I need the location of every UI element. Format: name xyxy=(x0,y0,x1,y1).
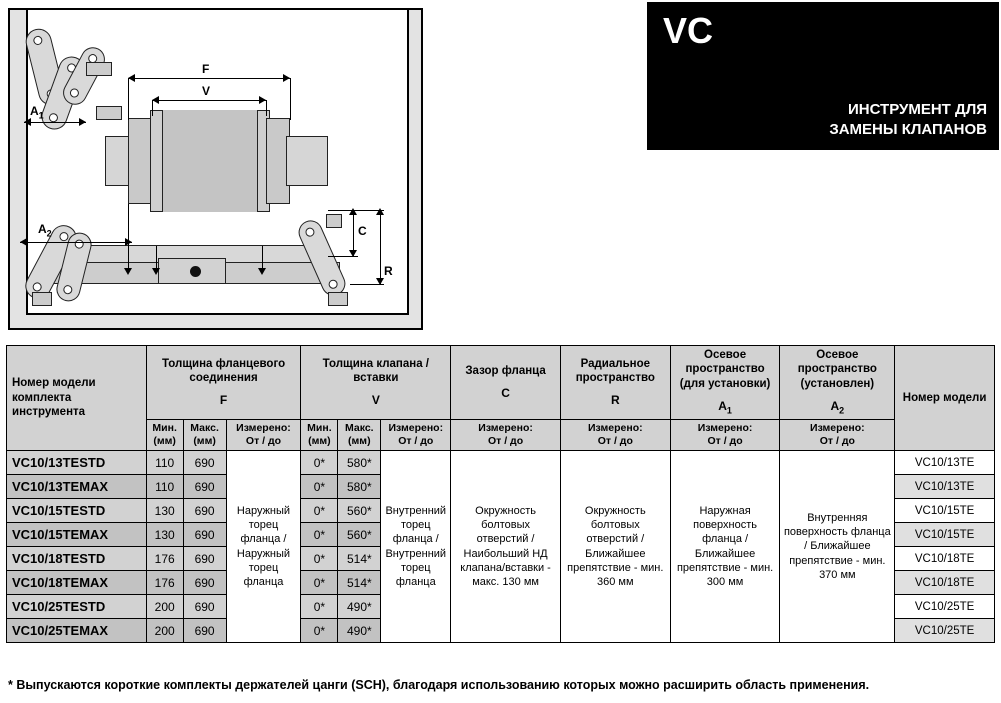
header-radial-space: Радиальное пространство R xyxy=(560,346,670,420)
dim-line-a2 xyxy=(20,242,132,243)
specification-table-wrapper xyxy=(6,345,995,643)
cell-model: VC10/18TE xyxy=(895,547,995,571)
cell-f-min: 200 xyxy=(146,595,183,619)
cell-f-min: 110 xyxy=(146,475,183,499)
cell-model: VC10/13TE xyxy=(895,475,995,499)
cell-f-desc: Наружный торец фланца / Наружный торец фланца xyxy=(226,451,301,643)
cell-v-min: 0* xyxy=(301,547,338,571)
cell-c-desc: Окружность болтовых отверстий / Наибольший НД клапана/вставки - макс. 130 мм xyxy=(451,451,561,643)
page-subtitle xyxy=(829,100,987,141)
valve-insert xyxy=(162,110,258,212)
cell-f-min: 110 xyxy=(146,451,183,475)
cell-kit: VC10/25TESTD xyxy=(7,595,147,619)
header-valve-thickness: Толщина клапана / вставки V xyxy=(301,346,451,420)
dim-label-a1: $A_1$ xyxy=(30,104,44,121)
specification-table xyxy=(6,345,995,643)
header-f-min: Мин. (мм) xyxy=(146,419,183,450)
cell-a2-desc: Внутренняя поверхность фланца / Ближайшее препятствие - мин. 370 мм xyxy=(780,451,895,643)
cell-v-max: 514* xyxy=(338,547,381,571)
cell-v-min: 0* xyxy=(301,595,338,619)
table-row xyxy=(7,451,995,475)
cell-v-min: 0* xyxy=(301,475,338,499)
cell-f-max: 690 xyxy=(183,499,226,523)
title-banner xyxy=(647,2,999,150)
cell-v-max: 490* xyxy=(338,619,381,643)
pin-right-upper xyxy=(326,214,342,228)
diagram-frame xyxy=(8,8,423,330)
header-v-max: Макс. (мм) xyxy=(338,419,381,450)
cell-model: VC10/18TE xyxy=(895,571,995,595)
cell-f-min: 200 xyxy=(146,619,183,643)
cell-a1-desc: Наружная поверхность фланца / Ближайшее препятствие - мин. 300 мм xyxy=(670,451,780,643)
cell-v-max: 580* xyxy=(338,451,381,475)
cell-model: VC10/15TE xyxy=(895,523,995,547)
cell-f-min: 130 xyxy=(146,523,183,547)
header-a2-measured: Измерено: От / до xyxy=(780,419,895,450)
header-axial-install: Осевое пространство (для установки) $A_1$ xyxy=(670,346,780,420)
header-flange-gap: Зазор фланца C xyxy=(451,346,561,420)
cell-v-min: 0* xyxy=(301,571,338,595)
pin-upper-b xyxy=(96,106,122,120)
dim-line-r xyxy=(380,210,381,284)
table-header-row-2 xyxy=(7,419,995,450)
technical-diagram xyxy=(0,0,640,340)
dim-label-a2: $A_2$ xyxy=(38,222,52,239)
header-f-measured: Измерено: От / до xyxy=(226,419,301,450)
dim-line-a1 xyxy=(24,122,86,123)
cell-f-max: 690 xyxy=(183,595,226,619)
footnote: * Выпускаются короткие комплекты держателей цанги (SCH), благодаря использованию которых можно расширить область применения. xyxy=(8,678,870,692)
flange-left xyxy=(128,118,152,204)
cell-f-max: 690 xyxy=(183,547,226,571)
cell-r-desc: Окружность болтовых отверстий / Ближайшее препятствие - мин. 360 мм xyxy=(560,451,670,643)
cell-v-max: 514* xyxy=(338,571,381,595)
page-title: VC xyxy=(663,10,714,51)
table-head xyxy=(7,346,995,451)
cell-kit: VC10/25TEMAX xyxy=(7,619,147,643)
cell-f-max: 690 xyxy=(183,619,226,643)
cell-v-max: 580* xyxy=(338,475,381,499)
dim-label-f: F xyxy=(202,62,210,76)
cell-kit: VC10/13TESTD xyxy=(7,451,147,475)
header-model-kit: Номер модели комплекта инструмента xyxy=(7,346,147,451)
cell-v-min: 0* xyxy=(301,619,338,643)
dim-label-c: C xyxy=(358,224,367,238)
cell-v-min: 0* xyxy=(301,499,338,523)
table-header-row-1 xyxy=(7,346,995,420)
cell-f-max: 690 xyxy=(183,571,226,595)
pin-lower-left xyxy=(32,292,52,306)
header-f-max: Макс. (мм) xyxy=(183,419,226,450)
pin-lower-right xyxy=(328,292,348,306)
pipe-right xyxy=(286,136,328,186)
table-body xyxy=(7,451,995,643)
cell-f-min: 176 xyxy=(146,571,183,595)
pin-upper-a xyxy=(86,62,112,76)
subtitle-line-1: ИНСТРУМЕНТ ДЛЯ xyxy=(847,100,987,118)
dim-label-r: R xyxy=(384,264,393,278)
header-c-measured: Измерено: От / до xyxy=(451,419,561,450)
cell-v-min: 0* xyxy=(301,523,338,547)
cell-kit: VC10/13TEMAX xyxy=(7,475,147,499)
cell-model: VC10/15TE xyxy=(895,499,995,523)
cell-model: VC10/25TE xyxy=(895,619,995,643)
cell-f-min: 130 xyxy=(146,499,183,523)
header-flange-thickness: Толщина фланцевого соединения F xyxy=(146,346,301,420)
cell-v-max: 560* xyxy=(338,523,381,547)
cell-f-max: 690 xyxy=(183,523,226,547)
dim-label-v: V xyxy=(202,84,211,98)
cell-f-max: 690 xyxy=(183,475,226,499)
slider-pivot xyxy=(190,266,201,277)
header-v-measured: Измерено: От / до xyxy=(381,419,451,450)
header-axial-installed: Осевое пространство (установлен) $A_2$ xyxy=(780,346,895,420)
cell-model: VC10/13TE xyxy=(895,451,995,475)
cell-v-max: 490* xyxy=(338,595,381,619)
cell-v-max: 560* xyxy=(338,499,381,523)
cell-model: VC10/25TE xyxy=(895,595,995,619)
cell-kit: VC10/18TEMAX xyxy=(7,571,147,595)
dim-line-v xyxy=(152,100,266,101)
cell-kit: VC10/18TESTD xyxy=(7,547,147,571)
header-v-min: Мин. (мм) xyxy=(301,419,338,450)
cell-v-min: 0* xyxy=(301,451,338,475)
cell-f-min: 176 xyxy=(146,547,183,571)
cell-f-max: 690 xyxy=(183,451,226,475)
cell-kit: VC10/15TESTD xyxy=(7,499,147,523)
subtitle-line-2: ЗАМЕНЫ КЛАПАНОВ xyxy=(829,120,987,138)
cell-kit: VC10/15TEMAX xyxy=(7,523,147,547)
header-a1-measured: Измерено: От / до xyxy=(670,419,780,450)
dim-line-f xyxy=(128,78,290,79)
header-r-measured: Измерено: От / до xyxy=(560,419,670,450)
header-model-number: Номер модели xyxy=(895,346,995,451)
cell-v-desc: Внутренний торец фланца / Внутренний торец фланца xyxy=(381,451,451,643)
